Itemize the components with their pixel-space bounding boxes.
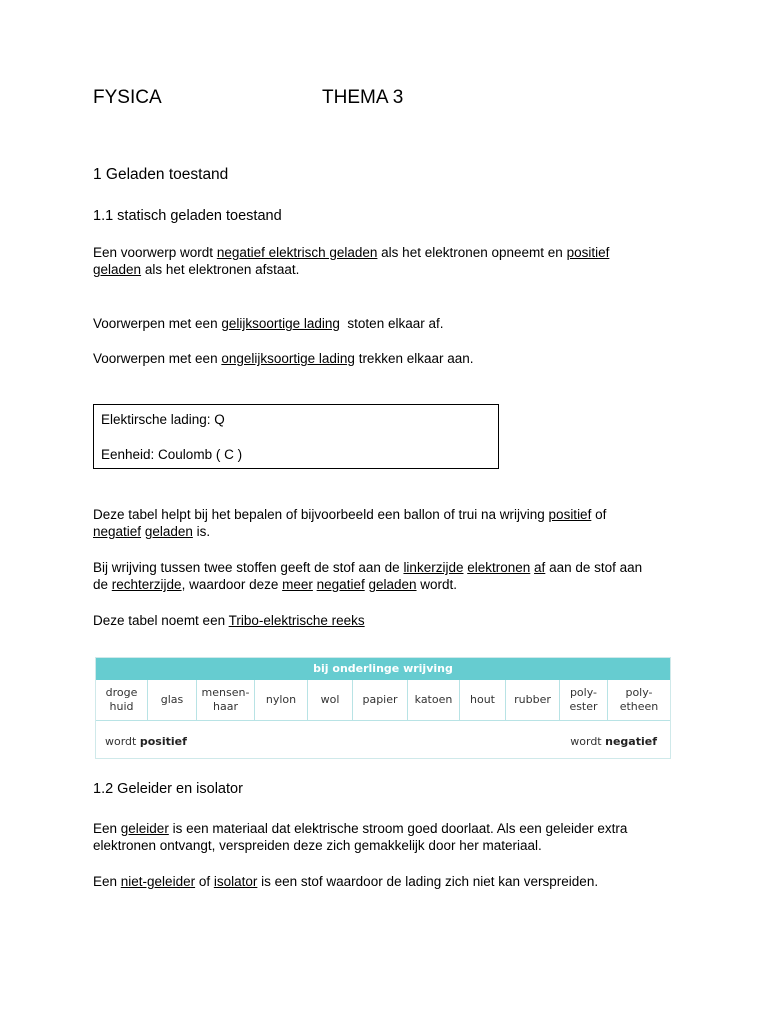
text: Een voorwerp wordt <box>93 245 217 260</box>
material-cell <box>608 680 670 720</box>
paragraph-charge-definition <box>93 244 653 278</box>
underlined-term: positief <box>548 507 592 522</box>
text: Deze tabel helpt bij het bepalen of bijvoorbeeld een ballon of trui na wrijving <box>93 507 549 522</box>
material-label: huid <box>109 700 134 713</box>
paragraph-insulator <box>93 873 653 890</box>
material-label: wol <box>320 693 340 706</box>
underlined-term: elektronen <box>467 560 531 575</box>
positive-label <box>105 735 187 748</box>
section-heading: 1 Geladen toestand <box>93 166 229 183</box>
material-label: etheen <box>619 700 659 713</box>
material-cell <box>96 680 148 720</box>
underlined-term: negatief <box>316 577 365 592</box>
material-label: haar <box>213 700 238 713</box>
table-header: bij onderlinge wrijving <box>96 658 670 680</box>
subsection-heading: 1.2 Geleider en isolator <box>93 781 243 797</box>
material-label: rubber <box>514 693 551 706</box>
triboelectric-series-table <box>95 657 671 759</box>
underlined-term: geleider <box>120 821 169 836</box>
text: Bij wrijving tussen twee stoffen geeft de stof aan de <box>93 560 404 575</box>
material-label: mensen- <box>201 686 250 699</box>
text: trekken elkaar aan. <box>354 351 474 366</box>
text: wordt. <box>416 577 458 592</box>
text: of <box>591 507 607 522</box>
text: elektronen ontvangt, verspreiden deze zich gemakkelijk door her materiaal. <box>93 838 542 853</box>
text: is een materiaal dat elektrische stroom goed doorlaat. Als een geleider extra <box>168 821 628 836</box>
text: is. <box>192 524 211 539</box>
text: stoten elkaar af. <box>339 316 444 331</box>
text: wordt <box>105 735 140 748</box>
material-cell <box>255 680 308 720</box>
underlined-term: gelijksoortige lading <box>221 316 340 331</box>
text: Een <box>93 821 121 836</box>
paragraph-like-charges <box>93 315 653 332</box>
table-footer <box>96 721 670 759</box>
paragraph-table-usage <box>93 506 653 540</box>
underlined-term: niet-geleider <box>120 874 196 889</box>
material-cell <box>560 680 608 720</box>
material-cell <box>506 680 560 720</box>
underlined-term: geladen <box>93 262 142 277</box>
materials-row <box>96 680 670 721</box>
text: Deze tabel noemt een <box>93 613 229 628</box>
charge-symbol-line: Elektirsche lading: Q <box>101 412 225 427</box>
underlined-term: af <box>534 560 546 575</box>
material-label: glas <box>160 693 184 706</box>
negative-label <box>570 735 657 748</box>
text: Voorwerpen met een <box>93 351 222 366</box>
bold-term: negatief <box>605 735 657 748</box>
underlined-term: isolator <box>213 874 258 889</box>
underlined-term: rechterzijde <box>111 577 182 592</box>
underlined-term: geladen <box>144 524 193 539</box>
text: wordt <box>570 735 606 748</box>
underlined-term: Tribo-elektrische reeks <box>228 613 365 628</box>
bold-term: positief <box>139 735 187 748</box>
text: Een <box>93 874 121 889</box>
paragraph-conductor <box>93 820 673 854</box>
text: , waardoor deze <box>181 577 283 592</box>
underlined-term: geladen <box>368 577 417 592</box>
material-label: papier <box>362 693 398 706</box>
theme-title: THEMA 3 <box>322 87 404 108</box>
text: als het elektronen opneemt en <box>377 245 567 260</box>
material-cell <box>460 680 506 720</box>
underlined-term: meer <box>282 577 313 592</box>
underlined-term: ongelijksoortige lading <box>221 351 355 366</box>
underlined-term: positief <box>566 245 610 260</box>
material-label: katoen <box>414 693 453 706</box>
definition-box <box>93 404 499 469</box>
material-label: poly- <box>625 686 653 699</box>
material-cell <box>353 680 408 720</box>
material-cell <box>197 680 255 720</box>
material-label: ester <box>569 700 598 713</box>
text: de <box>93 577 112 592</box>
paragraph-friction <box>93 559 653 593</box>
text: is een stof waardoor de lading zich niet kan verspreiden. <box>257 874 599 889</box>
subsection-heading: 1.1 statisch geladen toestand <box>93 208 282 224</box>
text: Voorwerpen met een <box>93 316 222 331</box>
material-cell <box>308 680 353 720</box>
underlined-term: linkerzijde <box>403 560 464 575</box>
material-label: nylon <box>265 693 297 706</box>
text: of <box>195 874 214 889</box>
material-label: droge <box>105 686 138 699</box>
paragraph-unlike-charges <box>93 350 653 367</box>
text: als het elektronen afstaat. <box>141 262 300 277</box>
text: aan de stof aan <box>545 560 643 575</box>
subject-title: FYSICA <box>93 87 162 108</box>
unit-line: Eenheid: Coulomb ( C ) <box>101 447 243 462</box>
material-label: poly- <box>569 686 598 699</box>
underlined-term: negatief <box>93 524 142 539</box>
material-label: hout <box>470 693 495 706</box>
material-cell <box>148 680 197 720</box>
underlined-term: negatief elektrisch geladen <box>216 245 378 260</box>
paragraph-tribo-name <box>93 612 653 629</box>
material-cell <box>408 680 460 720</box>
